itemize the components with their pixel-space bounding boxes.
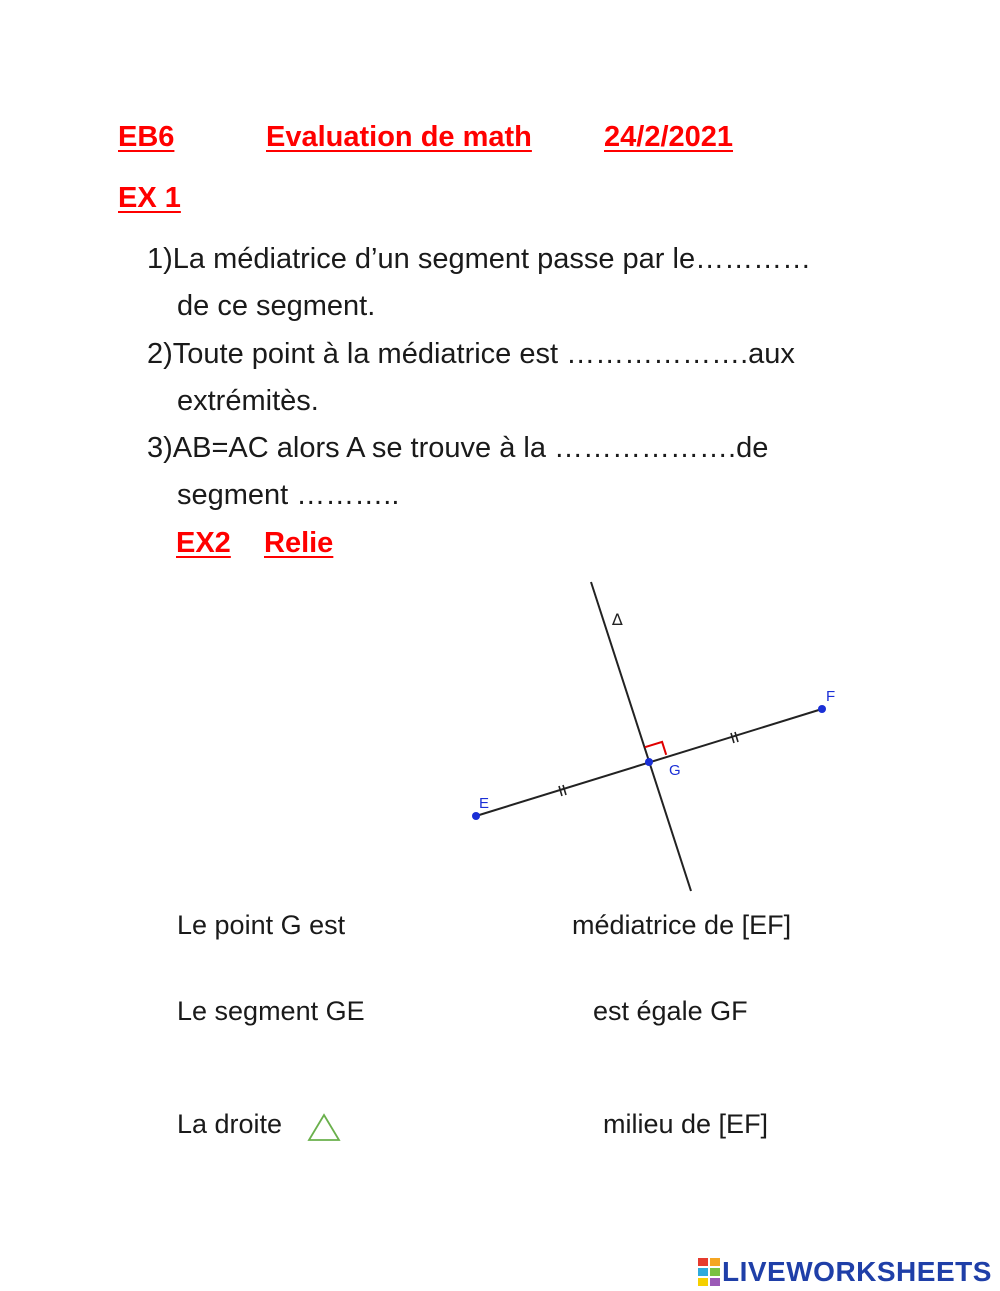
logo-text: LIVEWORKSHEETS <box>722 1256 992 1287</box>
match-right-3[interactable]: milieu de [EF] <box>603 1109 769 1139</box>
label-g: G <box>669 762 681 779</box>
tick-marks-e <box>559 785 566 796</box>
liveworksheets-logo <box>698 1256 992 1288</box>
match-left-1[interactable]: Le point G est <box>177 910 346 940</box>
exam-date: 24/2/2021 <box>604 121 734 153</box>
point-g <box>645 758 653 766</box>
match-right-2[interactable]: est égale GF <box>593 996 748 1026</box>
question-3-line-1: 3)AB=AC alors A se trouve à la ……………….de <box>147 432 769 464</box>
logo-blocks-icon <box>698 1258 722 1286</box>
match-right-1[interactable]: médiatrice de [EF] <box>572 910 792 940</box>
label-e: E <box>479 795 490 812</box>
match-left-3[interactable]: La droite <box>177 1109 283 1139</box>
delta-label: ∆ <box>612 610 623 629</box>
tick-marks-f <box>731 732 738 743</box>
match-left-2[interactable]: Le segment GE <box>177 996 365 1026</box>
ex2-heading: EX2 <box>176 527 231 559</box>
question-1-line-2: de ce segment. <box>177 290 376 322</box>
ex1-heading: EX 1 <box>118 182 181 214</box>
question-2-line-1: 2)Toute point à la médiatrice est ……………….aux <box>147 338 795 370</box>
point-f <box>818 705 826 713</box>
bisector-line <box>591 582 691 891</box>
question-2-line-2: extrémitès. <box>177 385 319 417</box>
label-f: F <box>826 688 836 705</box>
question-1-line-1: 1)La médiatrice d’un segment passe par le………… <box>147 243 812 275</box>
question-3-line-2: segment ……….. <box>177 479 400 511</box>
right-angle-mark <box>645 742 666 755</box>
point-e <box>472 812 480 820</box>
page-title: Evaluation de math <box>266 121 532 153</box>
ex2-instruction: Relie <box>264 527 334 559</box>
triangle-icon <box>307 1112 343 1142</box>
class-level: EB6 <box>118 121 175 153</box>
